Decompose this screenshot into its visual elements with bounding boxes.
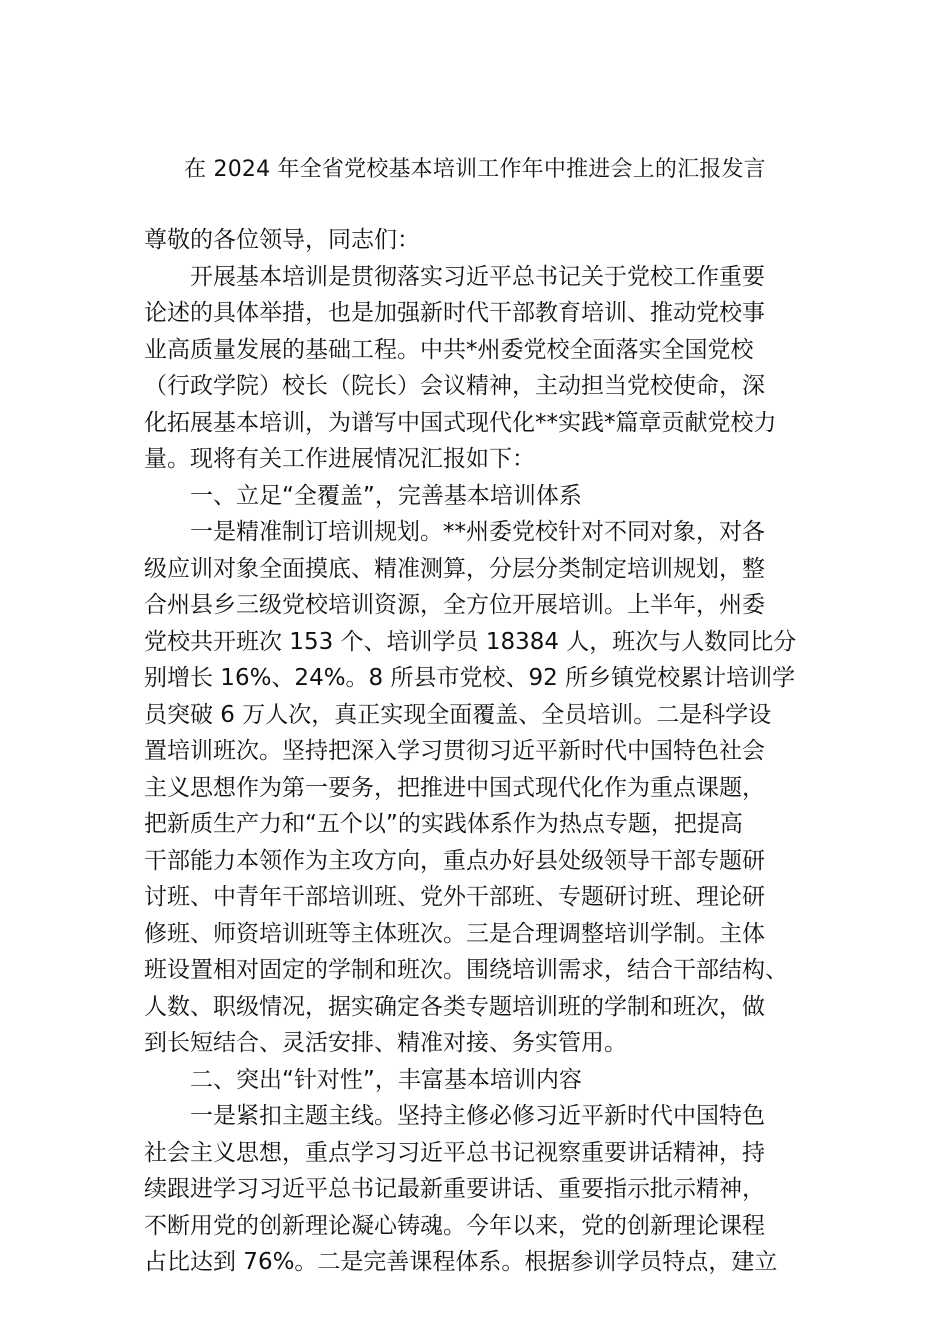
text-line: 社会主义思想，重点学习习近平总书记视察重要讲话精神，持 bbox=[144, 1139, 765, 1166]
document-body bbox=[144, 222, 814, 1281]
text-line: 尊敬的各位领导，同志们： bbox=[144, 227, 420, 253]
text-line: 不断用党的创新理论凝心铸魂。今年以来，党的创新理论课程 bbox=[144, 1212, 765, 1239]
document-title: 在 2024 年全省党校基本培训工作年中推进会上的汇报发言 bbox=[184, 157, 766, 182]
text-line: 把新质生产力和“五个以”的实践体系作为热点专题，把提高 bbox=[144, 811, 743, 837]
text-line: 别增长 16%、24%。8 所县市党校、92 所乡镇党校累计培训学 bbox=[144, 665, 796, 691]
text-line: 化拓展基本培训，为谱写中国式现代化**实践*篇章贡献党校力 bbox=[144, 409, 777, 436]
text-line: 量。现将有关工作进展情况汇报如下： bbox=[144, 446, 535, 472]
text-line: 干部能力本领作为主攻方向，重点办好县处级领导干部专题研 bbox=[144, 847, 765, 874]
text-line: 一是精准制订培训规划。**州委党校针对不同对象，对各 bbox=[190, 519, 765, 545]
text-line: 论述的具体举措，也是加强新时代干部教育培训、推动党校事 bbox=[144, 300, 765, 326]
text-line: 合州县乡三级党校培训资源，全方位开展培训。上半年，州委 bbox=[144, 592, 765, 618]
text-line: 班设置相对固定的学制和班次。围绕培训需求，结合干部结构、 bbox=[144, 957, 788, 983]
text-line: 置培训班次。坚持把深入学习贯彻习近平新时代中国特色社会 bbox=[144, 738, 765, 764]
text-line: 二、突出“针对性”，丰富基本培训内容 bbox=[190, 1066, 582, 1093]
text-line: 开展基本培训是贯彻落实习近平总书记关于党校工作重要 bbox=[190, 263, 765, 290]
text-line: （行政学院）校长（院长）会议精神，主动担当党校使命，深 bbox=[144, 373, 765, 399]
text-line: 一是紧扣主题主线。坚持主修必修习近平新时代中国特色 bbox=[190, 1103, 765, 1129]
text-line: 党校共开班次 153 个、培训学员 18384 人，班次与人数同比分 bbox=[144, 628, 797, 655]
text-line: 占比达到 76%。二是完善课程体系。根据参训学员特点，建立 bbox=[144, 1249, 778, 1275]
text-line: 人数、职级情况，据实确定各类专题培训班的学制和班次，做 bbox=[144, 993, 765, 1020]
text-line: 到长短结合、灵活安排、精准对接、务实管用。 bbox=[144, 1030, 627, 1056]
text-line: 主义思想作为第一要务，把推进中国式现代化作为重点课题， bbox=[144, 774, 765, 801]
text-line: 一、立足“全覆盖”，完善基本培训体系 bbox=[190, 482, 582, 509]
text-line: 修班、师资培训班等主体班次。三是合理调整培训学制。主体 bbox=[144, 920, 765, 947]
text-line: 续跟进学习习近平总书记最新重要讲话、重要指示批示精神， bbox=[144, 1176, 765, 1202]
text-line: 员突破 6 万人次，真正实现全面覆盖、全员培训。二是科学设 bbox=[144, 701, 772, 728]
text-line: 讨班、中青年干部培训班、党外干部班、专题研讨班、理论研 bbox=[144, 884, 765, 910]
text-line: 级应训对象全面摸底、精准测算，分层分类制定培训规划，整 bbox=[144, 555, 765, 582]
text-line: 业高质量发展的基础工程。中共*州委党校全面落实全国党校 bbox=[144, 336, 754, 363]
